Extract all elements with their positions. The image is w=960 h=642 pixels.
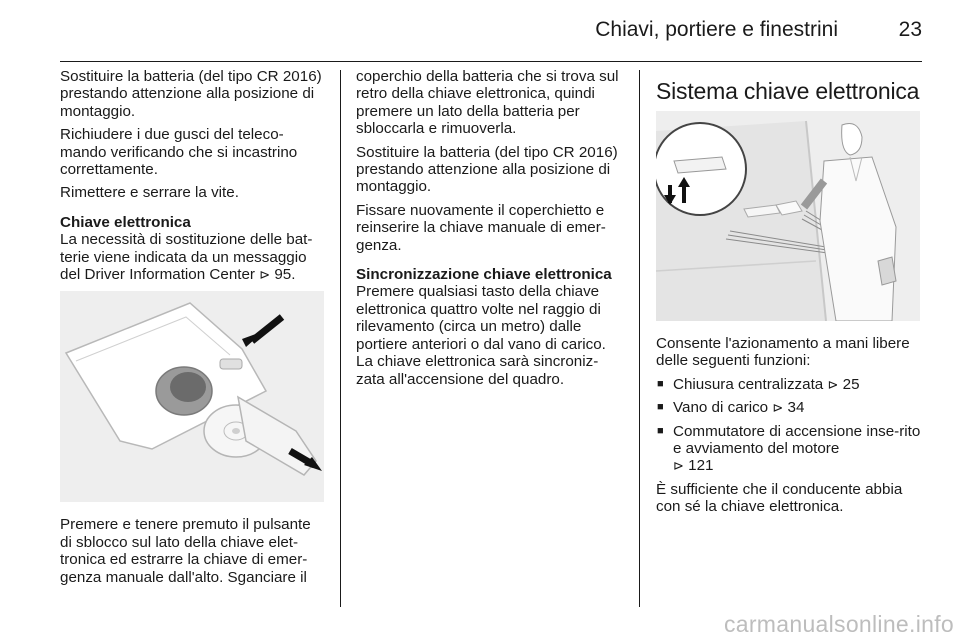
paragraph: Consente l'azionamento a mani libere delle seguenti funzioni:: [656, 335, 910, 370]
column-3: [656, 68, 922, 522]
paragraph: È sufficiente che il conducente abbia con sé la chiave elettronica.: [656, 480, 903, 516]
paragraph: Premere qualsiasi tasto della chiave elettronica quattro volte nel raggio di rilevamento (circa un metro) dalle portiere anteriori o dal vano di carico. La chiave elettronica sarà sincroniz-zata all'accensione del quadro.: [356, 283, 606, 388]
column-divider: [340, 70, 341, 607]
section-title: Sistema chiave elettronica: [656, 78, 920, 104]
list-item: [656, 423, 922, 475]
page-number: 23: [898, 18, 922, 41]
battery-replacement-illustration: [60, 291, 324, 502]
page-title: Chiavi, portiere e finestrini: [595, 18, 838, 41]
feature-list: [656, 376, 922, 475]
list-item-text: Commutatore di accensione inse-rito e avviamento del motore: [673, 422, 921, 458]
page-ref-arrow-icon: ⊳: [827, 376, 839, 392]
paragraph: Fissare nuovamente il coperchietto e reinserire la chiave manuale di emer-genza.: [356, 201, 606, 254]
paragraph: Premere e tenere premuto il pulsante di sblocco sul lato della chiave elet-tronica ed estrarre la chiave di emer-genza manuale dall'alto. Sganciare il: [60, 516, 311, 586]
paragraph: coperchio della batteria che si trova sul retro della chiave elettronica, quindi premere un lato della batteria per sbloccarla e rimuoverla.: [356, 68, 619, 138]
paragraph: Rimettere e serrare la vite.: [60, 184, 239, 202]
list-item: [656, 376, 922, 393]
page-ref-arrow-icon: ⊳: [772, 400, 784, 416]
page-ref[interactable]: 25: [842, 375, 860, 393]
paragraph: [60, 231, 325, 283]
page-ref[interactable]: 121: [688, 457, 714, 475]
paragraph: Sostituire la batteria (del tipo CR 2016) prestando attenzione alla posizione di montaggio.: [356, 143, 618, 196]
section-heading: Sincronizzazione chiave elettronica: [356, 266, 612, 284]
paragraph: Sostituire la batteria (del tipo CR 2016) prestando attenzione alla posizione di montaggio.: [60, 68, 322, 120]
page-ref-arrow-icon: ⊳: [259, 267, 271, 283]
key-card-drawing: [60, 291, 324, 502]
page-ref[interactable]: 34: [787, 399, 805, 417]
paragraph-text: La necessità di sostituzione delle bat-terie viene indicata da un messaggio del Driver Information Center: [60, 231, 313, 284]
watermark: carmanualsonline.info: [723, 611, 954, 637]
column-2: [356, 68, 624, 394]
person-vehicle-drawing: [656, 111, 920, 321]
page-header: [60, 0, 922, 62]
column-1: [60, 68, 325, 592]
list-item: [656, 399, 922, 416]
page-ref-arrow-icon: ⊳: [673, 458, 684, 474]
section-heading: Chiave elettronica: [60, 213, 191, 231]
keyless-access-illustration: [656, 111, 920, 321]
paragraph: Richiudere i due gusci del teleco-mando verificando che si incastrino correttamente.: [60, 126, 298, 179]
page-ref[interactable]: 95.: [274, 266, 296, 284]
column-divider: [639, 70, 640, 607]
list-item-text: Chiusura centralizzata: [673, 375, 824, 393]
list-item-text: Vano di carico: [673, 399, 769, 417]
